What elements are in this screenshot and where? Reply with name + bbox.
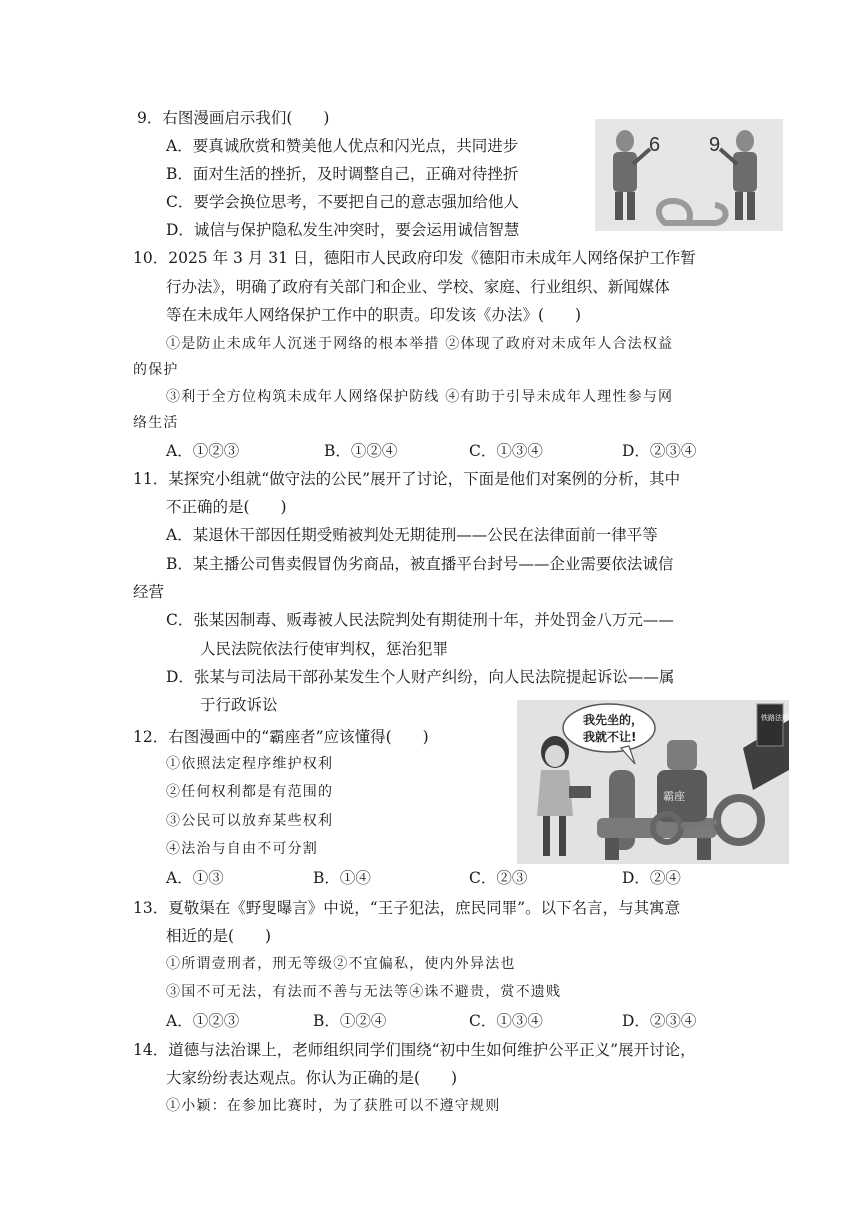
question-13-option-c: C．①③④ [469,1012,543,1030]
question-11-stem-line-2: 不正确的是( ) [166,498,287,516]
speech-bubble-line-1: 我先坐的， [583,713,644,727]
cartoon-seat-hog [517,700,789,864]
question-10-stem-line-2: 行办法》，明确了政府有关部门和企业、学校、家庭、行业组织、新闻媒体 [166,278,670,296]
question-13-stem-line-2: 相近的是( ) [166,927,272,945]
question-10-option-a: A．①②③ [166,442,240,460]
question-10-stem-line-1: 10．2025 年 3 月 31 日，德阳市人民政府印发《德阳市未成年人网络保护工作暂 [133,249,696,267]
question-11-option-a: A．某退休干部因任期受贿被判处无期徒刑——公民在法律面前一律平等 [166,526,658,544]
question-13-stem-line-1: 13．夏敬渠在《野叟曝言》中说，“王子犯法，庶民同罪”。以下名言，与其寓意 [133,899,681,917]
question-14-statement-line-1: ①小颖：在参加比赛时，为了获胜可以不遵守规则 [166,1098,501,1114]
question-14-stem-line-2: 大家纷纷表达观点。你认为正确的是( ) [166,1069,458,1087]
question-11-option-c-line-2: 人民法院依法行使审判权，惩治犯罪 [200,640,449,658]
question-12-option-c: C．②③ [469,869,528,887]
question-12-option-d: D．②④ [622,869,681,887]
question-13-option-b: B．①②④ [313,1012,387,1030]
question-12-statement-4: ④法治与自由不可分割 [166,841,318,857]
seat-hog-label: 霸座 [663,790,685,803]
question-10-option-d: D．②③④ [622,442,697,460]
question-10-statement-line-2: 的保护 [133,362,179,378]
question-13-statement-line-2: ③国不可无法，有法而不善与无法等④诛不避贵，赏不遗贱 [166,984,562,1000]
question-10-option-c: C．①③④ [469,442,543,460]
cartoon-6-9 [595,119,783,231]
question-13-option-d: D．②③④ [622,1012,697,1030]
question-9-option-a: A．要真诚欣赏和赞美他人优点和闪光点，共同进步 [166,137,519,155]
question-11-option-b-line-1: B．某主播公司售卖假冒伪劣商品，被直播平台封号——企业需要依法诚信 [166,555,674,573]
question-9-option-d: D．诚信与保护隐私发生冲突时，要会运用诚信智慧 [166,221,520,239]
question-9-option-c: C．要学会换位思考，不要把自己的意志强加给他人 [166,193,519,211]
question-11-stem-line-1: 11．某探究小组就“做守法的公民”展开了讨论，下面是他们对案例的分析，其中 [133,470,681,488]
question-13-option-a: A．①②③ [166,1012,240,1030]
question-14-stem-line-1: 14．道德与法治课上，老师组织同学们围绕“初中生如何维护公平正义”展开讨论， [133,1041,696,1059]
question-10-option-b: B．①②④ [324,442,398,460]
question-10-statement-line-3: ③利于全方位构筑未成年人网络保护防线 ④有助于引导未成年人理性参与网 [166,389,674,405]
law-tag-label: 铁路法规 [761,714,789,722]
question-12-statement-1: ①依照法定程序维护权利 [166,756,334,772]
question-13-statement-line-1: ①所谓壹刑者，刑无等级②不宜偏私，使内外异法也 [166,956,516,972]
question-12-option-a: A．①③ [166,869,224,887]
question-11-option-c-line-1: C．张某因制毒、贩毒被人民法院判处有期徒刑十年，并处罚金八万元—— [166,611,674,629]
question-12-statement-3: ③公民可以放弃某些权利 [166,813,334,829]
question-11-option-d-line-1: D．张某与司法局干部孙某发生个人财产纠纷，向人民法院提起诉讼——属 [166,668,675,686]
cartoon-label-right: 9 [709,134,721,156]
question-10-statement-line-1: ①是防止未成年人沉迷于网络的根本举措 ②体现了政府对未成年人合法权益 [166,336,674,352]
question-9-option-b: B．面对生活的挫折，及时调整自己，正确对待挫折 [166,165,519,183]
cartoon-label-left: 6 [649,134,661,156]
question-12-stem: 12．右图漫画中的“霸座者”应该懂得( ) [133,728,429,746]
question-12-option-b: B．①④ [313,869,371,887]
question-9-stem: 9．右图漫画启示我们( ) [137,109,330,127]
speech-bubble-line-2: 我就不让! [583,730,637,744]
question-10-stem-line-3: 等在未成年人网络保护工作中的职责。印发该《办法》( ) [166,306,582,324]
question-11-option-b-line-2: 经营 [133,583,165,601]
question-11-option-d-line-2: 于行政诉讼 [200,696,278,714]
question-10-statement-line-4: 络生活 [133,415,179,431]
question-12-statement-2: ②任何权利都是有范围的 [166,784,334,800]
